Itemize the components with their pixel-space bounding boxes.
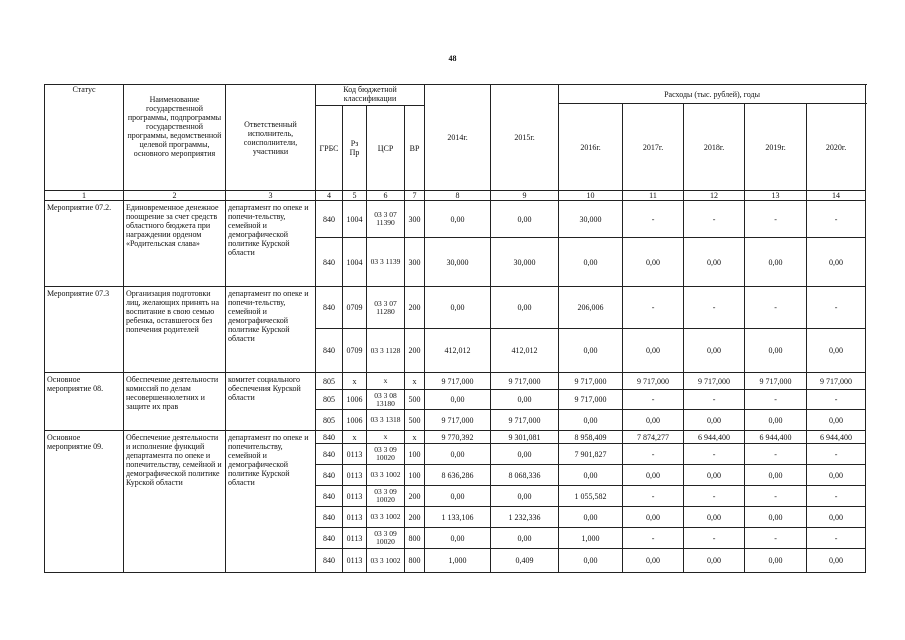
amount-cell: 7 874,277 [623, 431, 684, 444]
rzpr-cell: 0709 [343, 287, 367, 329]
csr-cell: 03 3 07 11390 [367, 201, 405, 238]
vr-cell: 100 [405, 444, 425, 465]
header-csr: ЦСР [367, 106, 405, 191]
page-number: 48 [448, 54, 457, 63]
amount-cell: - [807, 528, 866, 549]
amount-cell: 6 944,400 [807, 431, 866, 444]
amount-cell: 412,012 [491, 329, 559, 373]
amount-cell: 0,00 [491, 486, 559, 507]
header-grbs: ГРБС [316, 106, 343, 191]
header-vr: ВР [405, 106, 425, 191]
rzpr-cell: 1006 [343, 390, 367, 410]
amount-cell: - [745, 287, 807, 329]
amount-cell: 0,00 [559, 238, 623, 287]
amount-cell: - [623, 528, 684, 549]
grbs-cell: 805 [316, 373, 343, 390]
vr-cell: 200 [405, 329, 425, 373]
amount-cell: - [745, 201, 807, 238]
row-status: Основное мероприятие 08. [45, 373, 124, 431]
amount-cell: - [684, 287, 745, 329]
amount-cell: 0,00 [491, 528, 559, 549]
amount-cell: 6 944,400 [745, 431, 807, 444]
amount-cell: 0,00 [684, 410, 745, 431]
header-name: Наименование государственной программы, подпрограммы государственной программы, ведомственной целевой программы, основного мероприятия [124, 85, 226, 191]
amount-cell: 0,00 [807, 410, 866, 431]
amount-cell: 0,00 [623, 465, 684, 486]
grbs-cell: 840 [316, 287, 343, 329]
amount-cell: 30,000 [559, 201, 623, 238]
table-row [45, 287, 866, 329]
rzpr-cell: x [343, 373, 367, 390]
row-status: Основное мероприятие 09. [45, 431, 124, 573]
grbs-cell: 840 [316, 431, 343, 444]
amount-cell: - [745, 444, 807, 465]
amount-cell: 9 717,000 [491, 373, 559, 390]
amount-cell: - [807, 201, 866, 238]
amount-cell: 0,00 [684, 238, 745, 287]
amount-cell: 1,000 [425, 549, 491, 573]
column-number: 14 [807, 191, 866, 201]
amount-cell: - [623, 444, 684, 465]
vr-cell: x [405, 373, 425, 390]
csr-cell: 03 3 1128 [367, 329, 405, 373]
grbs-cell: 840 [316, 238, 343, 287]
amount-cell: - [623, 287, 684, 329]
table-body [45, 201, 866, 573]
grbs-cell: 840 [316, 465, 343, 486]
amount-cell: 0,00 [425, 287, 491, 329]
amount-cell: 0,00 [745, 238, 807, 287]
vr-cell: 500 [405, 390, 425, 410]
amount-cell: 0,00 [559, 549, 623, 573]
row-name: Обеспечение деятельности комиссий по делам несовершеннолетних и защите их прав [124, 373, 226, 431]
amount-cell: 0,00 [807, 549, 866, 573]
vr-cell: 200 [405, 507, 425, 528]
header-year: 2015г. [491, 85, 559, 191]
amount-cell: 412,012 [425, 329, 491, 373]
amount-cell: 0,00 [745, 410, 807, 431]
vr-cell: 100 [405, 465, 425, 486]
amount-cell: 30,000 [491, 238, 559, 287]
csr-cell: 03 3 1318 [367, 410, 405, 431]
amount-cell: - [807, 486, 866, 507]
amount-cell: 9 770,392 [425, 431, 491, 444]
csr-cell: 03 3 1002 [367, 465, 405, 486]
vr-cell: 800 [405, 528, 425, 549]
amount-cell: 0,00 [807, 238, 866, 287]
amount-cell: - [807, 390, 866, 410]
amount-cell: 8 636,286 [425, 465, 491, 486]
amount-cell: 0,00 [807, 329, 866, 373]
column-number: 11 [623, 191, 684, 201]
column-number: 9 [491, 191, 559, 201]
amount-cell: 0,00 [807, 507, 866, 528]
amount-cell: 206,006 [559, 287, 623, 329]
amount-cell: 1 232,336 [491, 507, 559, 528]
header-year: 2020г. [807, 104, 866, 191]
amount-cell: - [684, 486, 745, 507]
column-number: 3 [226, 191, 316, 201]
column-number-row [45, 191, 866, 201]
header-executor: Ответственный исполнитель, соисполнители, участники [226, 85, 316, 191]
column-number: 6 [367, 191, 405, 201]
header-status: Статус [45, 85, 124, 191]
amount-cell: 0,00 [745, 329, 807, 373]
table-row [45, 431, 866, 444]
amount-cell: 0,00 [491, 444, 559, 465]
amount-cell: 9 301,081 [491, 431, 559, 444]
table-row [45, 201, 866, 238]
csr-cell: 03 3 09 10020 [367, 528, 405, 549]
rzpr-cell: x [343, 431, 367, 444]
amount-cell: - [684, 528, 745, 549]
amount-cell: - [684, 444, 745, 465]
csr-cell: 03 3 09 10020 [367, 486, 405, 507]
amount-cell: 0,00 [491, 287, 559, 329]
rzpr-cell: 0113 [343, 444, 367, 465]
amount-cell: 9 717,000 [745, 373, 807, 390]
amount-cell: 8 958,409 [559, 431, 623, 444]
amount-cell: 9 717,000 [559, 373, 623, 390]
column-number: 4 [316, 191, 343, 201]
amount-cell: 0,00 [745, 507, 807, 528]
amount-cell: 0,00 [425, 444, 491, 465]
amount-cell: 1 055,582 [559, 486, 623, 507]
amount-cell: 7 901,827 [559, 444, 623, 465]
amount-cell: - [807, 287, 866, 329]
csr-cell: 03 3 09 10020 [367, 444, 405, 465]
amount-cell: 0,00 [559, 507, 623, 528]
amount-cell: 0,00 [623, 238, 684, 287]
grbs-cell: 840 [316, 528, 343, 549]
amount-cell: 9 717,000 [807, 373, 866, 390]
grbs-cell: 840 [316, 549, 343, 573]
row-name: Обеспечение деятельности и исполнение функций департамента по опеке и попечительству, семейной и демографической политике Курской области [124, 431, 226, 573]
csr-cell: x [367, 373, 405, 390]
amount-cell: - [745, 486, 807, 507]
amount-cell: 0,00 [623, 507, 684, 528]
row-executor: департамент по опеке и попечительству, семейной и демографической политике Курской области [226, 431, 316, 573]
table-header [45, 85, 866, 201]
amount-cell: 9 717,000 [425, 410, 491, 431]
amount-cell: 6 944,400 [684, 431, 745, 444]
grbs-cell: 840 [316, 486, 343, 507]
amount-cell: 0,409 [491, 549, 559, 573]
header-year: 2014г. [425, 85, 491, 191]
grbs-cell: 840 [316, 329, 343, 373]
rzpr-cell: 0113 [343, 528, 367, 549]
amount-cell: 0,00 [623, 549, 684, 573]
amount-cell: 0,00 [745, 549, 807, 573]
csr-cell: 03 3 1139 [367, 238, 405, 287]
amount-cell: 0,00 [745, 465, 807, 486]
amount-cell: 9 717,000 [684, 373, 745, 390]
vr-cell: x [405, 431, 425, 444]
vr-cell: 200 [405, 287, 425, 329]
column-number: 12 [684, 191, 745, 201]
amount-cell: 30,000 [425, 238, 491, 287]
amount-cell: 8 068,336 [491, 465, 559, 486]
row-executor: департамент по опеке и попечи-тельству, семейной и демографической политике Курской области [226, 201, 316, 287]
amount-cell: 0,00 [623, 329, 684, 373]
row-status: Мероприятие 07.3 [45, 287, 124, 373]
csr-cell: 03 3 07 11280 [367, 287, 405, 329]
row-name: Организация подготовки лиц, желающих принять на воспитание в свою семью ребенка, оставшегося без попечения родителей [124, 287, 226, 373]
rzpr-cell: 1004 [343, 201, 367, 238]
row-name: Единовременное денежное поощрение за счет средств областного бюджета при награждении орденом «Родительская слава» [124, 201, 226, 287]
vr-cell: 300 [405, 201, 425, 238]
amount-cell: 1 133,106 [425, 507, 491, 528]
amount-cell: 9 717,000 [623, 373, 684, 390]
csr-cell: 03 3 08 13180 [367, 390, 405, 410]
column-number: 8 [425, 191, 491, 201]
row-executor: департамент по опеке и попечи-тельству, семейной и демографической политике Курской области [226, 287, 316, 373]
vr-cell: 800 [405, 549, 425, 573]
amount-cell: 0,00 [425, 390, 491, 410]
row-status: Мероприятие 07.2. [45, 201, 124, 287]
column-number: 13 [745, 191, 807, 201]
amount-cell: 9 717,000 [559, 390, 623, 410]
amount-cell: 0,00 [425, 528, 491, 549]
amount-cell: 0,00 [684, 465, 745, 486]
amount-cell: 0,00 [425, 201, 491, 238]
vr-cell: 500 [405, 410, 425, 431]
amount-cell: - [623, 486, 684, 507]
column-number: 5 [343, 191, 367, 201]
header-year: 2016г. [559, 104, 623, 191]
amount-cell: 0,00 [425, 486, 491, 507]
csr-cell: x [367, 431, 405, 444]
amount-cell: - [745, 390, 807, 410]
rzpr-cell: 1006 [343, 410, 367, 431]
amount-cell: 0,00 [559, 410, 623, 431]
column-number: 10 [559, 191, 623, 201]
amount-cell: 1,000 [559, 528, 623, 549]
header-expenses: Расходы (тыс. рублей), годы [559, 85, 866, 104]
rzpr-cell: 0113 [343, 549, 367, 573]
rzpr-cell: 1004 [343, 238, 367, 287]
grbs-cell: 840 [316, 444, 343, 465]
amount-cell: 0,00 [684, 329, 745, 373]
grbs-cell: 840 [316, 201, 343, 238]
amount-cell: 0,00 [559, 329, 623, 373]
csr-cell: 03 3 1002 [367, 549, 405, 573]
column-number: 1 [45, 191, 124, 201]
column-number: 7 [405, 191, 425, 201]
header-year: 2019г. [745, 104, 807, 191]
rzpr-cell: 0709 [343, 329, 367, 373]
grbs-cell: 805 [316, 410, 343, 431]
amount-cell: 0,00 [491, 390, 559, 410]
amount-cell: 0,00 [807, 465, 866, 486]
amount-cell: 9 717,000 [425, 373, 491, 390]
column-number: 2 [124, 191, 226, 201]
vr-cell: 300 [405, 238, 425, 287]
rzpr-cell: 0113 [343, 465, 367, 486]
rzpr-cell: 0113 [343, 486, 367, 507]
amount-cell: 9 717,000 [491, 410, 559, 431]
amount-cell: - [623, 201, 684, 238]
rzpr-cell: 0113 [343, 507, 367, 528]
amount-cell: 0,00 [684, 549, 745, 573]
header-year: 2018г. [684, 104, 745, 191]
grbs-cell: 805 [316, 390, 343, 410]
vr-cell: 200 [405, 486, 425, 507]
grbs-cell: 840 [316, 507, 343, 528]
header-year: 2017г. [623, 104, 684, 191]
amount-cell: 0,00 [491, 201, 559, 238]
amount-cell: - [807, 444, 866, 465]
amount-cell: 0,00 [684, 507, 745, 528]
amount-cell: - [684, 201, 745, 238]
table-row [45, 373, 866, 390]
amount-cell: - [745, 528, 807, 549]
amount-cell: - [684, 390, 745, 410]
header-rzpr: Рз Пр [343, 106, 367, 191]
budget-table [44, 84, 866, 573]
amount-cell: 0,00 [623, 410, 684, 431]
amount-cell: 0,00 [559, 465, 623, 486]
amount-cell: - [623, 390, 684, 410]
row-executor: комитет социального обеспечения Курской области [226, 373, 316, 431]
header-kbk: Код бюджетной классификации [316, 85, 425, 106]
csr-cell: 03 3 1002 [367, 507, 405, 528]
